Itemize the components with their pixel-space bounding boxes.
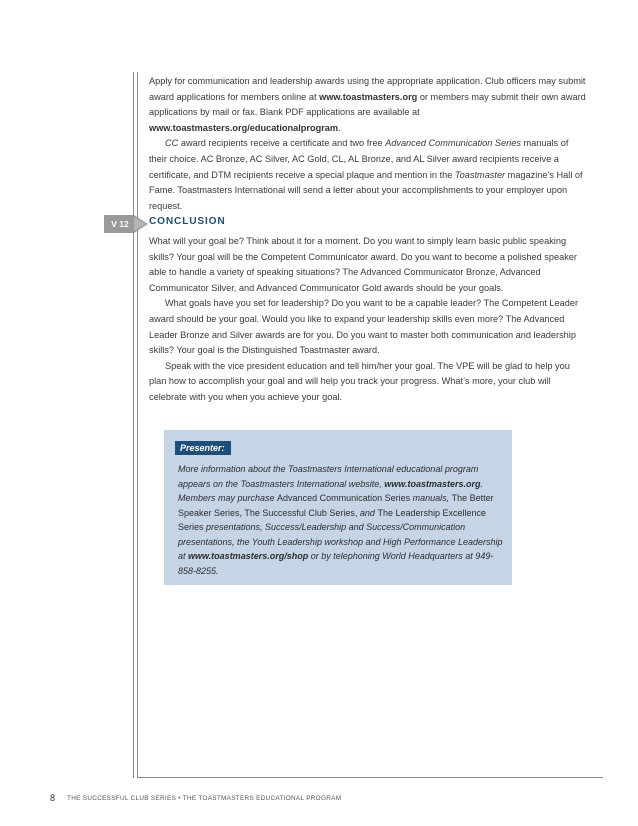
intro-p2-cc: CC	[165, 138, 179, 149]
section-heading: CONCLUSION	[149, 216, 226, 227]
conclusion-body	[149, 234, 587, 406]
bottom-rule	[137, 777, 603, 778]
intro-p2-text-b: award recipients receive a certificate and two free	[178, 138, 386, 149]
footer-title: THE SUCCESSFUL CLUB SERIES • THE TOASTMASTERS EDUCATIONAL PROGRAM	[67, 795, 342, 802]
margin-rule-inner	[137, 72, 138, 778]
presenter-t1: More information about the Toastmasters International educational program appears on the Toastmasters International website,	[178, 464, 479, 489]
intro-p1-text-a: Apply for communication and leadership awards using the appropriate application. Club officers may submit award applications for members online at	[149, 76, 586, 102]
conclusion-paragraph-1: What will your goal be? Think about it for a moment. Do you want to simply learn basic public speaking skills? Your goal will be the Competent Communicator award. Do you want to become a polished speaker able to handle a variety of speaking situations? The Advanced Communicator Bronze, Advanced Communicator Silver, and Advanced Communicator Gold awards should be your goals.	[149, 236, 577, 293]
intro-paragraph-1	[149, 74, 587, 136]
intro-text	[149, 74, 587, 214]
presenter-t6: and	[357, 507, 378, 518]
presenter-label	[175, 441, 231, 455]
intro-p2-acs: Advanced Communication Series	[385, 138, 521, 149]
section-tag-label: V 12	[111, 219, 129, 229]
presenter-t2: Members may purchase	[178, 493, 278, 503]
educational-program-link[interactable]: www.toastmasters.org/educationalprogram	[149, 122, 339, 133]
intro-paragraph-2	[149, 136, 587, 214]
intro-p1-text-b: or members may submit their own award applications by mail or fax. Blank PDF applications are available at	[149, 91, 586, 118]
presenter-label-text: Presenter:	[180, 443, 225, 453]
intro-p1-text-c: .	[338, 122, 341, 133]
presenter-text	[178, 462, 508, 578]
presenter-t4: manuals,	[410, 493, 452, 503]
presenter-shop-link[interactable]: www.toastmasters.org/shop	[188, 551, 309, 561]
conclusion-paragraph-3: Speak with the vice president education and tell him/her your goal. The VPE will be glad to help you plan how to accomplish your goal and will help you track your progress. What’s more, your club will celebrate with you when you achieve your goal.	[149, 360, 570, 402]
margin-rule-outer	[133, 72, 134, 778]
presenter-t9: or by telephoning World Headquarters at 949-858-8255.	[178, 551, 494, 576]
presenter-t1-end: .	[480, 478, 484, 489]
presenter-t3: Advanced Communication Series	[277, 493, 411, 503]
presenter-t7: The Leadership Excellence Series	[178, 507, 487, 532]
section-tag	[104, 215, 148, 233]
presenter-t8: presentations, Success/Leadership and Success/Communication presentations, the Youth Leadership workshop and High Performance Leadership at	[178, 522, 503, 561]
intro-p2-magazine: Toastmaster	[454, 169, 506, 180]
presenter-t5: The Better Speaker Series, The Successful Club Series,	[178, 493, 494, 518]
conclusion-paragraph-2: What goals have you set for leadership? Do you want to be a capable leader? The Competent Leader award should be your goal. Would you like to expand your leadership skills even more? The Advanced Leader Bronze and Silver awards are for you. Do you want to master both communication and leadership skills? Your goal is the Distinguished Toastmaster award.	[149, 298, 579, 356]
intro-p2-text-d: manuals of their choice. AC Bronze, AC Silver, AC Gold, CL, AL Bronze, and AL Silver award recipients receive a certificate, and DTM recipients receive a special plaque and mention in the	[149, 138, 569, 180]
toastmasters-link[interactable]: www.toastmasters.org	[319, 91, 418, 102]
intro-p2-text-f: magazine’s Hall of Fame. Toastmasters International will send a letter about your accomplishments to your employer upon request.	[149, 169, 583, 211]
presenter-website-link[interactable]: www.toastmasters.org	[384, 478, 481, 489]
page-number: 8	[50, 793, 56, 803]
